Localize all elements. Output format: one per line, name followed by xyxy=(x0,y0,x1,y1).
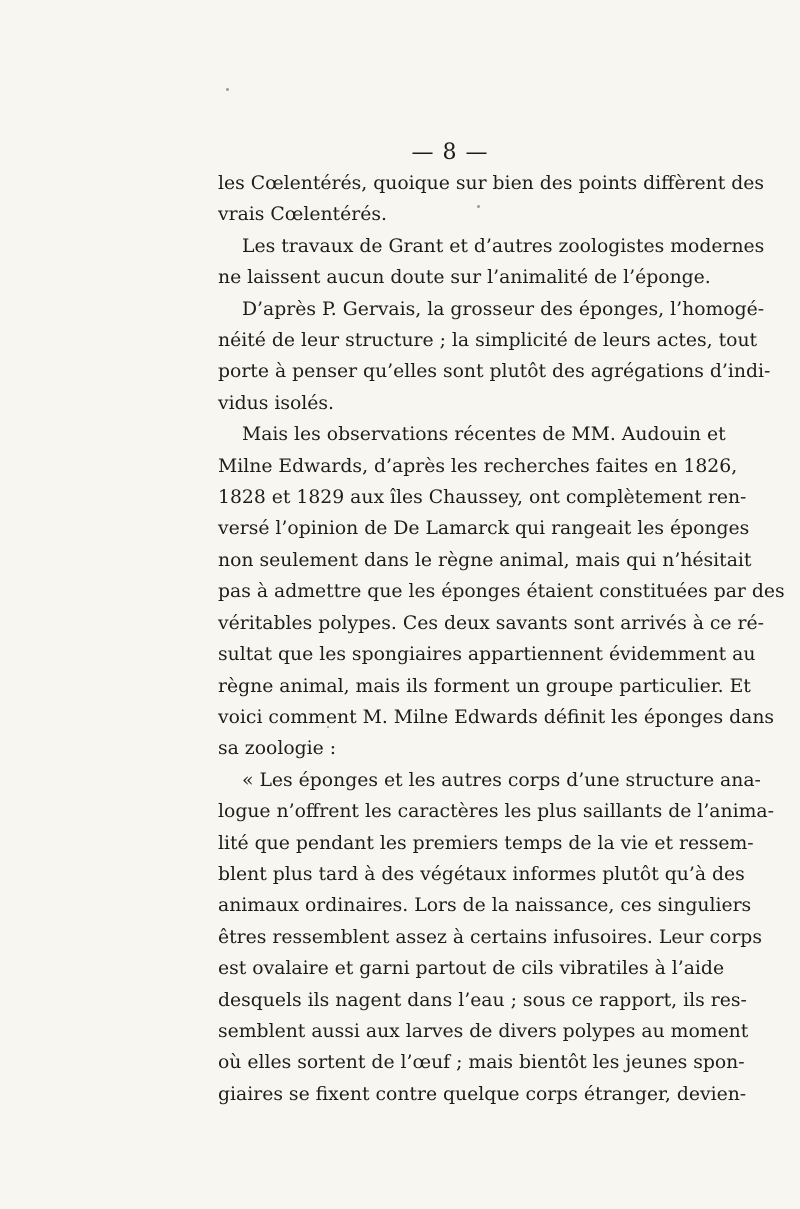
text-line: logue n’offrent les caractères les plus saillants de l’anima- xyxy=(218,801,774,823)
text-line: giaires se fixent contre quelque corps étranger, devien- xyxy=(218,1083,747,1105)
text-line: où elles sortent de l’œuf ; mais bientôt les jeunes spon- xyxy=(218,1052,745,1074)
text-line: versé l’opinion de De Lamarck qui rangeait les éponges xyxy=(218,518,750,540)
text-line: vidus isolés. xyxy=(218,392,335,414)
text-line: sultat que les spongiaires appartiennent évidemment au xyxy=(218,644,756,666)
text-line: D’après P. Gervais, la grosseur des éponges, l’homogé- xyxy=(242,298,765,320)
text-line: animaux ordinaires. Lors de la naissance, ces singuliers xyxy=(218,895,752,917)
text-line: Les travaux de Grant et d’autres zoologistes modernes xyxy=(242,235,765,257)
text-line: néité de leur structure ; la simplicité de leurs actes, tout xyxy=(218,330,758,352)
text-line: pas à admettre que les éponges étaient constituées par des xyxy=(218,581,785,603)
text-line: êtres ressemblent assez à certains infusoires. Leur corps xyxy=(218,926,762,948)
text-line: véritables polypes. Ces deux savants sont arrivés à ce ré- xyxy=(218,612,764,634)
text-line: sa zoologie : xyxy=(218,738,337,760)
text-line: semblent aussi aux larves de divers polypes au moment xyxy=(218,1020,749,1042)
text-line: voici comment M. Milne Edwards définit les éponges dans xyxy=(218,706,775,728)
text-line: lité que pendant les premiers temps de la vie et ressem- xyxy=(218,832,754,854)
text-line: « Les éponges et les autres corps d’une structure ana- xyxy=(242,769,761,791)
paper-speck xyxy=(226,88,229,91)
body-text xyxy=(218,168,785,1110)
text-line: 1828 et 1829 aux îles Chaussey, ont complètement ren- xyxy=(218,487,747,509)
text-line: les Cœlentérés, quoique sur bien des points diffèrent des xyxy=(218,173,765,194)
text-line: blent plus tard à des végétaux informes plutôt qu’à des xyxy=(218,863,745,885)
text-line: desquels ils nagent dans l’eau ; sous ce rapport, ils res- xyxy=(218,989,747,1011)
text-line: ne laissent aucun doute sur l’animalité de l’éponge. xyxy=(218,267,711,289)
text-line: Mais les observations récentes de MM. Audouin et xyxy=(242,424,726,446)
text-line: vrais Cœlentérés. xyxy=(218,204,387,226)
text-line: porte à penser qu’elles sont plutôt des agrégations d’indi- xyxy=(218,361,771,383)
text-line: est ovalaire et garni partout de cils vibratiles à l’aide xyxy=(218,958,725,980)
text-line: Milne Edwards, d’après les recherches faites en 1826, xyxy=(218,455,738,477)
page-number: — 8 — xyxy=(411,140,489,165)
text-line: non seulement dans le règne animal, mais qui n’hésitait xyxy=(218,549,752,571)
text-line: règne animal, mais ils forment un groupe particulier. Et xyxy=(218,675,751,697)
